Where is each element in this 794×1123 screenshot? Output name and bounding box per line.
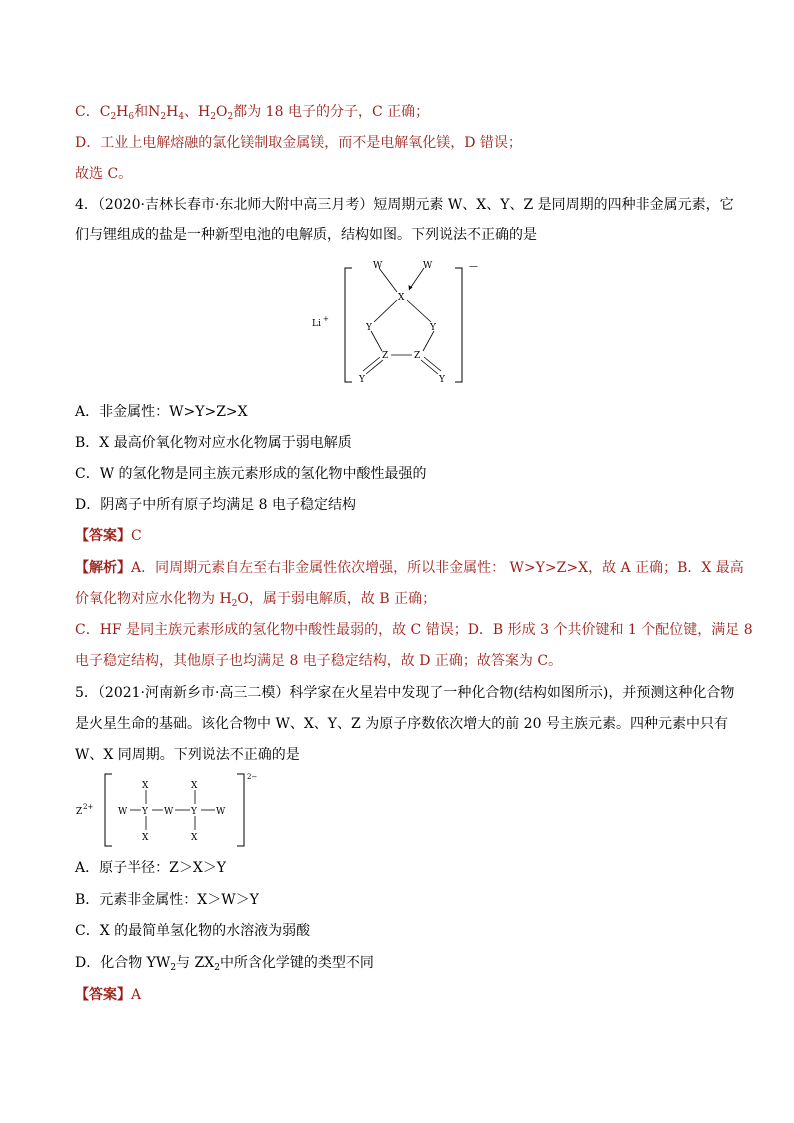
q5-atom-x-bottom1: X [142, 833, 149, 843]
q5-stem-line3: W、X 同周期。下列说法不正确的是 [75, 747, 300, 763]
prev-choose: 故选 C。 [75, 166, 133, 182]
q4-atom-y2: Y [430, 323, 436, 333]
q4-analysis-line4: 电子稳定结构，其他原子也均满足 8 电子稳定结构，故 D 正确；故答案为 C。 [75, 653, 563, 669]
q4-analysis-line3: C．HF 是同主族元素形成的氢化物中酸性最弱的，故 C 错误；D．B 形成 3 个共价键和 1 个配位键，满足 8 [75, 622, 753, 638]
q4-option-d: D．阴离子中所有原子均满足 8 电子稳定结构 [75, 497, 357, 513]
q4-anion-charge: — [469, 262, 478, 272]
q4-atom-w2: W [423, 261, 433, 271]
prev-option-c: C．$C_2H_6$和$N_2H_4$、$H_2O_2$都为 18 电子的分子，C 正确； [75, 104, 430, 122]
q5-atom-y2: Y [191, 807, 197, 817]
q4-atom-y3: Y [359, 375, 365, 385]
q5-cation-charge: 2+ [83, 803, 94, 811]
q4-structure-figure [305, 258, 505, 390]
q5-cation: Z [76, 807, 83, 817]
q5-option-b: B．元素非金属性：X＞W＞Y [75, 892, 259, 908]
q4-option-c: C．W 的氢化物是同主族元素形成的氢化物中酸性最强的 [75, 466, 427, 482]
prev-option-d: D．工业上电解熔融的氯化镁制取金属镁，而不是电解氧化镁，D 错误； [75, 135, 522, 151]
q4-option-a: A．非金属性：W>Y>Z>X [75, 404, 248, 420]
q4-answer: 【答案】C [75, 528, 142, 544]
q4-cation-charge: + [323, 315, 329, 323]
q5-anion-charge: 2− [247, 773, 258, 781]
q4-atom-y4: Y [439, 375, 445, 385]
q5-structure-figure [75, 770, 265, 850]
q4-stem-line2: 们与锂组成的盐是一种新型电池的电解质，结构如图。下列说法不正确的是 [75, 227, 537, 243]
q4-option-b: B．X 最高价氧化物对应水化物属于弱电解质 [75, 435, 352, 451]
q4-atom-z1: Z [382, 351, 389, 361]
q5-stem-line1: 5．（2021·河南新乡市·高三二模）科学家在火星岩中发现了一种化合物(结构如图所示)，并预测这种化合物 [75, 685, 735, 701]
q5-atom-y1: Y [142, 807, 148, 817]
q4-analysis-line1: 【解析】A．同周期元素自左至右非金属性依次增强，所以非金属性： W>Y>Z>X，故 A 正确；B．X 最高 [75, 560, 744, 576]
q5-atom-x-top1: X [142, 781, 149, 791]
q4-analysis-line2: 价氧化物对应水化物为 $H_2O$，属于弱电解质，故 B 正确； [75, 591, 437, 609]
q4-cation: Li [312, 319, 321, 329]
q5-atom-w1: W [118, 807, 128, 817]
q5-option-a: A．原子半径：Z＞X＞Y [75, 860, 227, 876]
q5-atom-x-top2: X [191, 781, 198, 791]
q5-option-c: C．X 的最简单氢化物的水溶液为弱酸 [75, 923, 311, 939]
q5-option-d: D．化合物 $YW_2$与 $ZX_2$中所含化学键的类型不同 [75, 955, 374, 973]
q5-atom-w3: W [216, 807, 226, 817]
q4-stem-line1: 4．（2020·吉林长春市·东北师大附中高三月考）短周期元素 W、X、Y、Z 是同周期的四种非金属元素，它 [75, 197, 734, 213]
q4-atom-w1: W [373, 261, 383, 271]
q5-atom-w2: W [164, 807, 174, 817]
q4-atom-x: X [398, 293, 405, 303]
q4-atom-y1: Y [366, 323, 372, 333]
q4-atom-z2: Z [414, 351, 421, 361]
q5-answer: 【答案】A [75, 987, 142, 1003]
q5-atom-x-bottom2: X [191, 833, 198, 843]
q5-stem-line2: 是火星生命的基础。该化合物中 W、X、Y、Z 为原子序数依次增大的前 20 号主族元素。四种元素中只有 [75, 716, 728, 732]
